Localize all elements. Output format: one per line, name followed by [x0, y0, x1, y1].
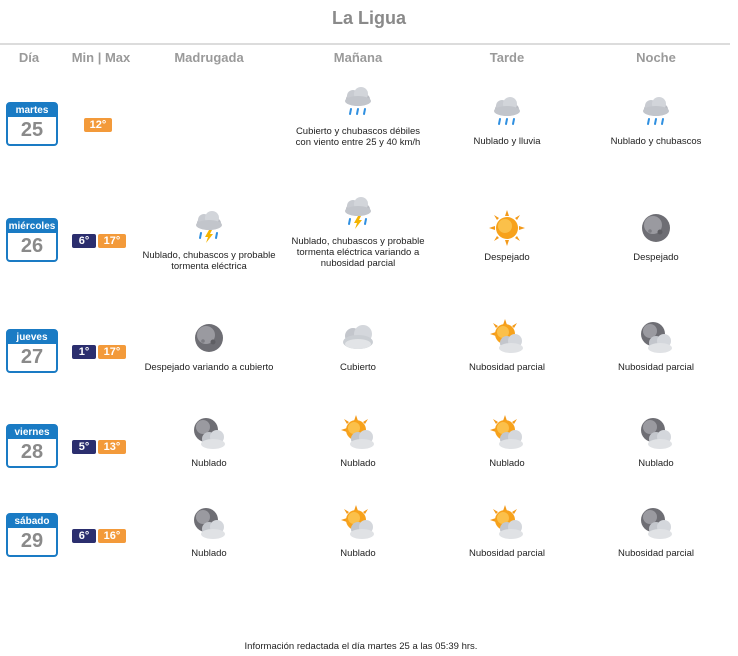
- forecast-cell: [288, 192, 428, 269]
- forecast-description: Nublado: [489, 458, 525, 469]
- forecast-description: Despejado: [484, 252, 530, 263]
- sun-cloud-icon: [487, 318, 527, 358]
- forecast-cell: [288, 414, 428, 469]
- temp-max-badge: 13°: [98, 440, 126, 454]
- day-number: 25: [20, 119, 44, 141]
- temp-min-badge: 1°: [72, 345, 96, 359]
- rain-cloud-icon: [636, 92, 676, 132]
- temp-min-badge: 6°: [72, 529, 96, 543]
- rain-cloud-icon: [487, 92, 527, 132]
- forecast-cell: [139, 206, 279, 272]
- forecast-cell: [437, 504, 577, 559]
- day-name: viernes: [8, 426, 56, 439]
- rain-cloud-icon: [338, 82, 378, 122]
- forecast-description: Despejado variando a cubierto: [144, 362, 274, 373]
- moon-icon: [189, 318, 229, 358]
- day-name: miércoles: [8, 221, 56, 232]
- day-number: 26: [20, 235, 44, 257]
- forecast-cell: [437, 318, 577, 373]
- header-noche: Noche: [636, 50, 676, 65]
- temp-min-badge: 6°: [72, 234, 96, 248]
- forecast-cell: [586, 414, 726, 469]
- day-calendar-badge: [6, 102, 58, 146]
- forecast-cell: [586, 318, 726, 373]
- moon-cloud-icon: [636, 414, 676, 454]
- forecast-description: Cubierto: [340, 362, 376, 373]
- day-number: 27: [20, 346, 44, 368]
- forecast-description: Nubosidad parcial: [468, 548, 546, 559]
- cloud-icon: [338, 318, 378, 358]
- sun-cloud-icon: [487, 504, 527, 544]
- forecast-cell: [288, 82, 428, 148]
- moon-cloud-icon: [189, 504, 229, 544]
- temp-max-badge: 12°: [84, 118, 112, 132]
- forecast-description: Nublado: [191, 548, 227, 559]
- sun-icon: [487, 208, 527, 248]
- header-divider: [0, 43, 730, 45]
- forecast-cell: [437, 92, 577, 147]
- header-madrugada: Madrugada: [174, 50, 244, 65]
- forecast-cell: [139, 504, 279, 559]
- forecast-description: Despejado: [633, 252, 679, 263]
- day-calendar-badge: [6, 424, 58, 468]
- forecast-cell: [437, 414, 577, 469]
- forecast-description: Nublado, chubascos y probable tormenta eléctrica variando a nubosidad parcial: [291, 236, 425, 269]
- forecast-description: Nublado y lluvia: [473, 136, 541, 147]
- storm-cloud-icon: [189, 206, 229, 246]
- moon-cloud-icon: [189, 414, 229, 454]
- temp-max-badge: 17°: [98, 345, 126, 359]
- page-title: La Ligua: [331, 8, 406, 28]
- storm-cloud-icon: [338, 192, 378, 232]
- day-number: 29: [20, 530, 44, 552]
- sun-cloud-icon: [487, 414, 527, 454]
- day-name: jueves: [8, 331, 56, 344]
- temp-min-badge: 5°: [72, 440, 96, 454]
- temp-max-badge: 16°: [98, 529, 126, 543]
- moon-icon: [636, 208, 676, 248]
- forecast-cell: [586, 92, 726, 147]
- moon-cloud-icon: [636, 504, 676, 544]
- day-calendar-badge: [6, 329, 58, 373]
- forecast-cell: [586, 208, 726, 263]
- sun-cloud-icon: [338, 504, 378, 544]
- forecast-cell: [288, 504, 428, 559]
- forecast-description: Nublado, chubascos y probable tormenta eléctrica: [142, 250, 276, 272]
- forecast-description: Nubosidad parcial: [617, 548, 695, 559]
- forecast-description: Nubosidad parcial: [617, 362, 695, 373]
- forecast-cell: [586, 504, 726, 559]
- header-tarde: Tarde: [489, 50, 525, 65]
- footer-note: Información redactada el día martes 25 a las 05:39 hrs.: [244, 641, 478, 652]
- forecast-description: Nublado: [638, 458, 674, 469]
- forecast-description: Cubierto y chubascos débiles con viento entre 25 y 40 km/h: [295, 126, 421, 148]
- forecast-cell: [288, 318, 428, 373]
- header-day: Día: [18, 50, 40, 65]
- forecast-description: Nubosidad parcial: [468, 362, 546, 373]
- day-number: 28: [20, 441, 44, 463]
- forecast-description: Nublado: [340, 458, 376, 469]
- forecast-cell: [437, 208, 577, 263]
- header-minmax: Min | Max: [71, 50, 131, 65]
- day-name: martes: [8, 104, 56, 117]
- day-calendar-badge: [6, 513, 58, 557]
- forecast-description: Nublado: [191, 458, 227, 469]
- sun-cloud-icon: [338, 414, 378, 454]
- forecast-cell: [139, 414, 279, 469]
- moon-cloud-icon: [636, 318, 676, 358]
- header-manana: Mañana: [333, 50, 383, 65]
- temp-max-badge: 17°: [98, 234, 126, 248]
- forecast-description: Nublado y chubascos: [610, 136, 702, 147]
- day-name: sábado: [8, 515, 56, 528]
- day-calendar-badge: [6, 218, 58, 262]
- forecast-cell: [139, 318, 279, 373]
- forecast-description: Nublado: [340, 548, 376, 559]
